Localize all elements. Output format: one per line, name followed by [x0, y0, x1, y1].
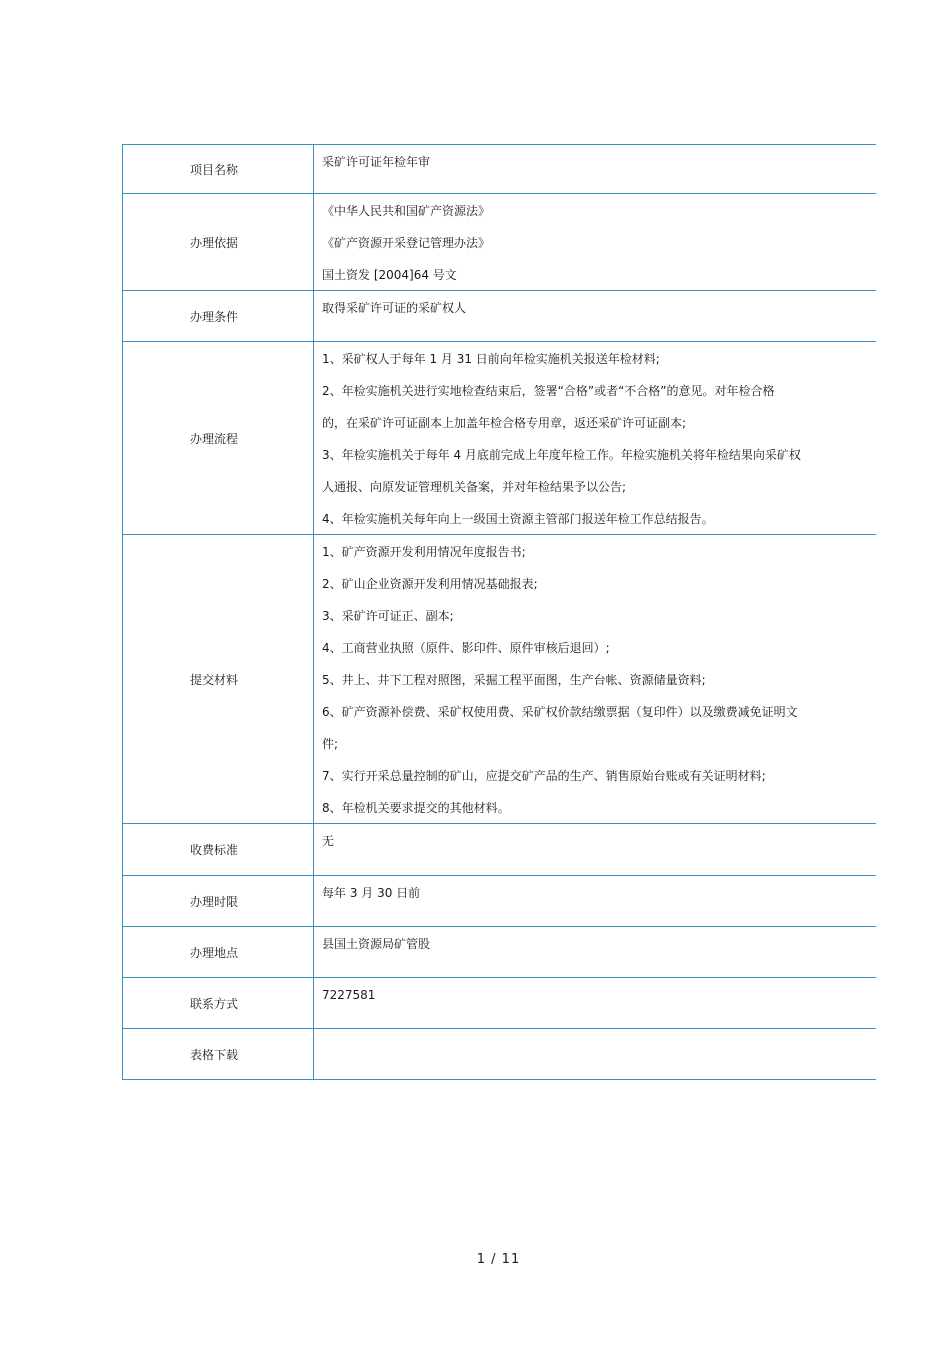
row-label-cell	[123, 978, 314, 1029]
table-row-basis	[123, 194, 877, 291]
content-line: 3、年检实施机关于每年 4 月底前完成上年度年检工作。年检实施机关将年检结果向采矿权	[322, 448, 801, 462]
page-footer	[0, 1252, 950, 1267]
content-line: 《矿产资源开采登记管理办法》	[322, 236, 491, 250]
row-content-cell	[314, 1029, 877, 1080]
row-content-cell	[314, 927, 877, 978]
row-label-cell	[123, 927, 314, 978]
row-content-cell	[314, 876, 877, 927]
row-label: 表格下载	[189, 1047, 238, 1062]
table-row-location	[123, 927, 877, 978]
row-label: 项目名称	[189, 162, 238, 177]
content-line: 人通报、向原发证管理机关备案，并对年检结果予以公告;	[322, 480, 627, 494]
row-label: 办理地点	[189, 945, 238, 960]
table-row-process	[123, 342, 877, 535]
row-content-cell	[314, 342, 877, 535]
service-info-table	[122, 144, 876, 1080]
content-line: 县国土资源局矿管股	[322, 937, 431, 951]
row-label-cell	[123, 1029, 314, 1080]
content-line: 4、年检实施机关每年向上一级国土资源主管部门报送年检工作总结报告。	[322, 512, 714, 526]
table-body	[123, 145, 877, 1080]
table-row-materials	[123, 535, 877, 824]
content-line: 每年 3 月 30 日前	[322, 886, 421, 900]
content-line: 1、采矿权人于每年 1 月 31 日前向年检实施机关报送年检材料;	[322, 352, 660, 366]
row-label: 收费标准	[189, 843, 238, 857]
row-label: 办理条件	[189, 309, 238, 324]
content-line: 1、矿产资源开发利用情况年度报告书;	[322, 545, 526, 559]
table-row-contact	[123, 978, 877, 1029]
content-line: 取得采矿许可证的采矿权人	[322, 301, 467, 315]
row-label-cell	[123, 535, 314, 824]
content-line: 7、实行开采总量控制的矿山，应提交矿产品的生产、销售原始台账或有关证明材料;	[322, 769, 766, 783]
content-line: 国土资发 [2004]64 号文	[322, 268, 457, 282]
content-line: 6、矿产资源补偿费、采矿权使用费、采矿权价款结缴票据（复印件）以及缴费减免证明文	[322, 705, 798, 719]
content-line: 的，在采矿许可证副本上加盖年检合格专用章，返还采矿许可证副本;	[322, 416, 687, 430]
content-line: 5、井上、井下工程对照图，采掘工程平面图，生产台帐、资源储量资料;	[322, 673, 706, 687]
row-label: 办理依据	[189, 235, 238, 250]
row-label: 联系方式	[189, 996, 238, 1011]
row-content-cell	[314, 824, 877, 876]
row-label-cell	[123, 824, 314, 876]
row-label-cell	[123, 145, 314, 194]
row-content-cell	[314, 145, 877, 194]
table-row-conditions	[123, 291, 877, 342]
row-label: 提交材料	[189, 672, 238, 687]
content-line: 2、矿山企业资源开发利用情况基础报表;	[322, 577, 538, 591]
row-label: 办理时限	[189, 894, 238, 909]
row-label-cell	[123, 876, 314, 927]
table-row-project-name	[123, 145, 877, 194]
row-label-cell	[123, 342, 314, 535]
row-content-cell	[314, 194, 877, 291]
content-line: 采矿许可证年检年审	[322, 155, 431, 169]
content-line: 2、年检实施机关进行实地检查结束后，签署“合格”或者“不合格”的意见。对年检合格	[322, 384, 775, 398]
content-line: 《中华人民共和国矿产资源法》	[322, 204, 491, 218]
row-content-cell	[314, 535, 877, 824]
row-content-cell	[314, 978, 877, 1029]
row-content-cell	[314, 291, 877, 342]
table-row-form-download	[123, 1029, 877, 1080]
row-label-cell	[123, 291, 314, 342]
row-label-cell	[123, 194, 314, 291]
row-label: 办理流程	[189, 431, 238, 446]
content-line: 7227581	[322, 988, 376, 1002]
content-line: 3、采矿许可证正、副本;	[322, 609, 454, 623]
table-row-fee	[123, 824, 877, 876]
content-line: 4、工商营业执照（原件、影印件、原件审核后退回）;	[322, 641, 610, 655]
table-row-time-limit	[123, 876, 877, 927]
content-line: 8、年检机关要求提交的其他材料。	[322, 801, 510, 815]
page-number: 1 / 11	[476, 1252, 521, 1267]
content-line: 无	[322, 834, 335, 848]
content-line: 件;	[322, 737, 339, 751]
